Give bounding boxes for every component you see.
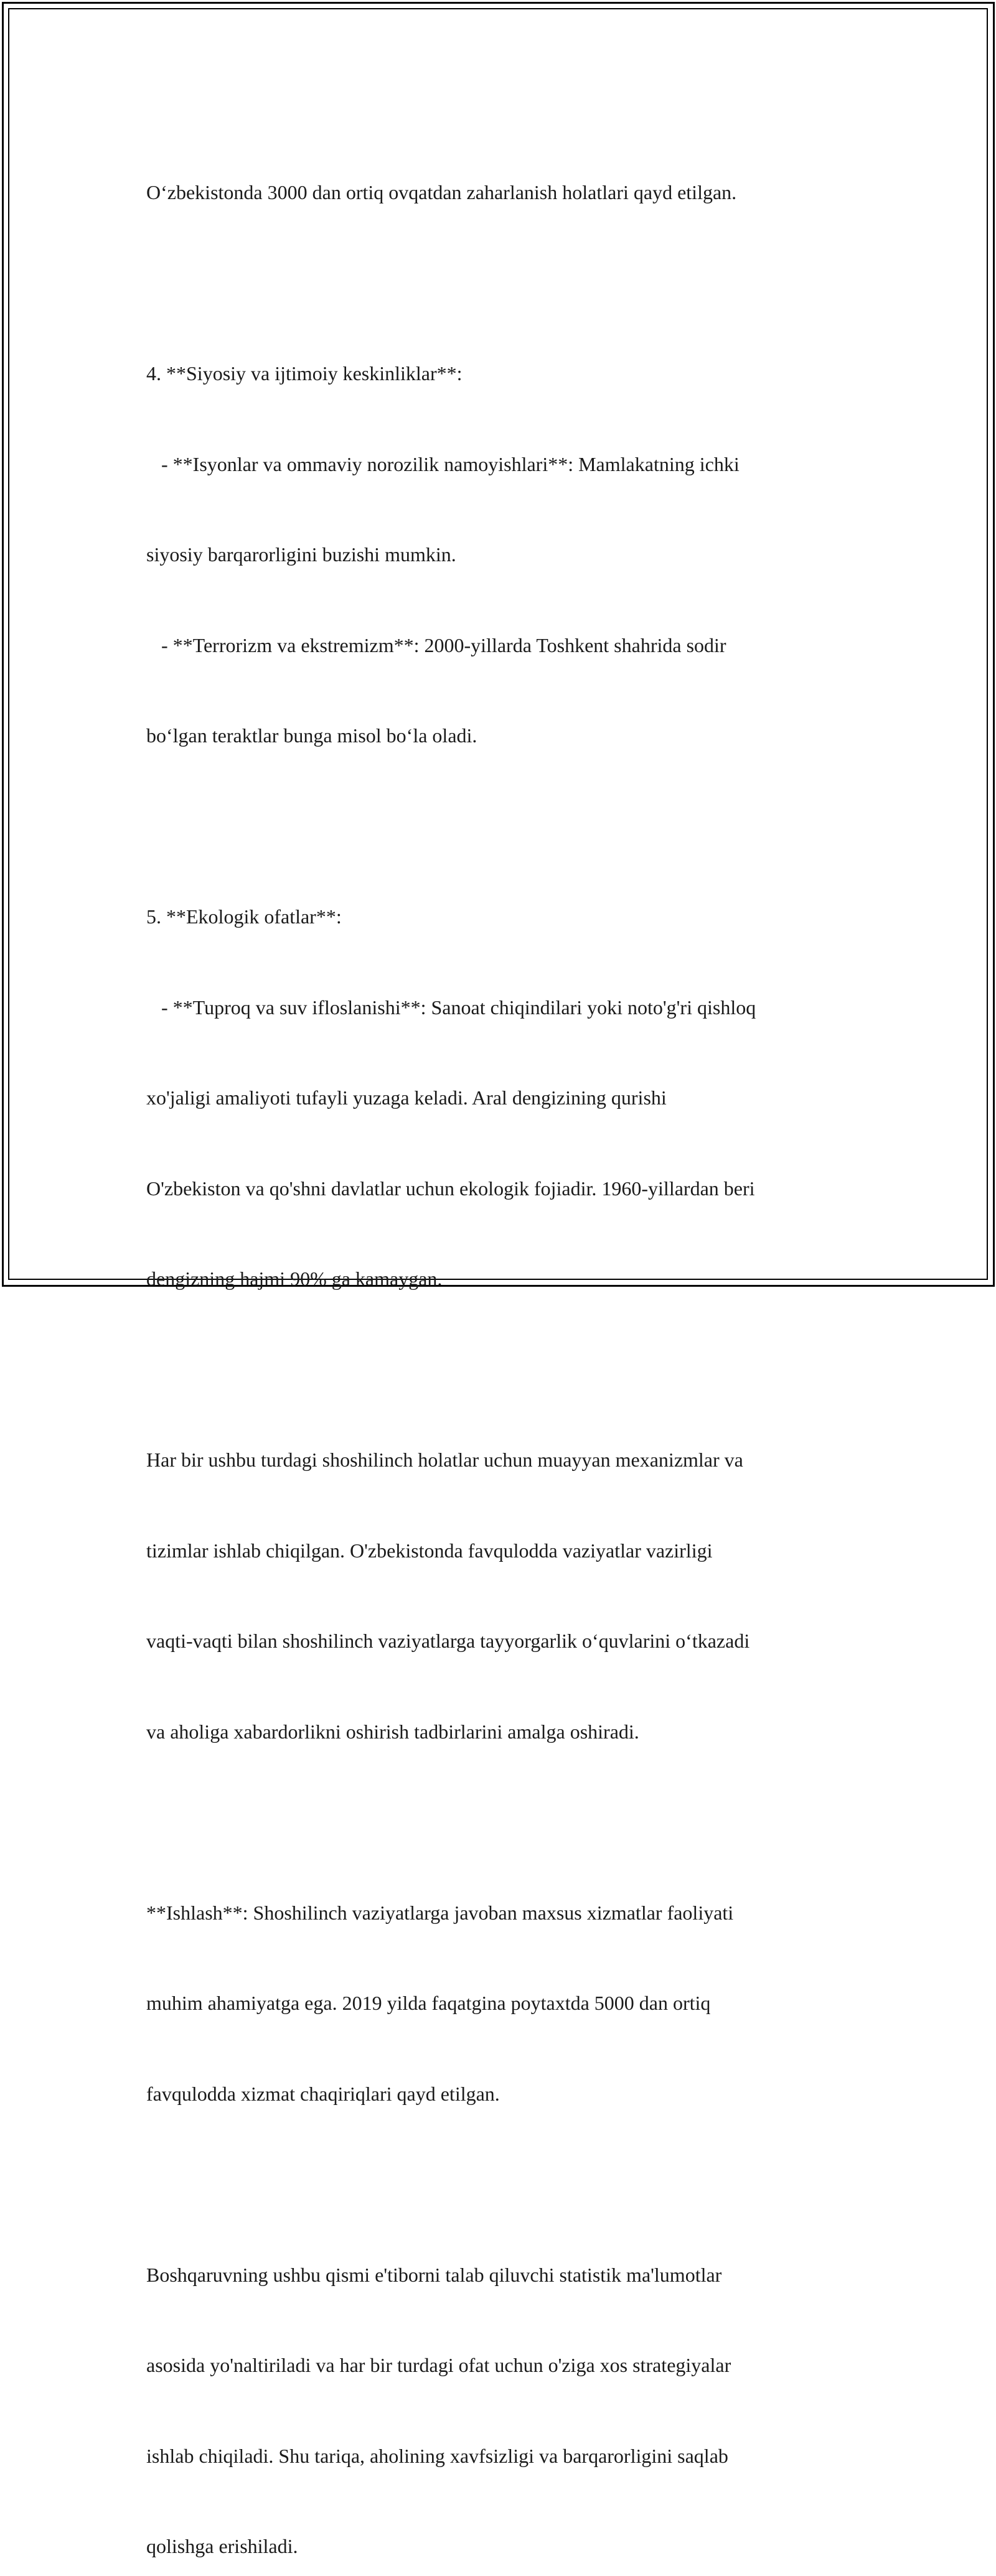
list-heading: 4. **Siyosiy va ijtimoiy keskinliklar**: — [146, 358, 856, 389]
paragraph-mechanisms — [146, 1384, 856, 1807]
text-line: vaqti-vaqti bilan shoshilinch vaziyatlarga tayyorgarlik o‘quvlarini o‘tkazadi — [146, 1626, 856, 1656]
text-line: ishlab chiqiladi. Shu tariqa, aholining xavfsizligi va barqarorligini saqlab — [146, 2441, 856, 2471]
text-line: muhim ahamiyatga ega. 2019 yilda faqatgina poytaxtda 5000 dan ortiq — [146, 1988, 856, 2018]
list-item-continuation: siyosiy barqarorligini buzishi mumkin. — [146, 539, 856, 570]
paragraph-ecological-disasters — [146, 841, 856, 1355]
text-line: favqulodda xizmat chaqiriqlari qayd etilgan. — [146, 2079, 856, 2109]
list-item: - **Tuproq va suv ifloslanishi**: Sanoat chiqindilari yoki noto'g'ri qishloq — [146, 992, 856, 1023]
paragraph-operations — [146, 1837, 856, 2170]
list-item-continuation: O'zbekiston va qo'shni davlatlar uchun ekologik fojiadir. 1960-yillardan beri — [146, 1174, 856, 1204]
list-heading: 5. **Ekologik ofatlar**: — [146, 902, 856, 932]
document-body — [146, 117, 856, 2576]
paragraph-political-tensions — [146, 298, 856, 811]
paragraph-management — [146, 2200, 856, 2576]
list-item-continuation: dengizning hajmi 90% ga kamaygan. — [146, 1264, 856, 1294]
text-line: asosida yo'naltiriladi va har bir turdagi ofat uchun o'ziga xos strategiyalar — [146, 2350, 856, 2381]
text-line: Har bir ushbu turdagi shoshilinch holatlar uchun muayyan mexanizmlar va — [146, 1445, 856, 1475]
text-line: O‘zbekistonda 3000 dan ortiq ovqatdan zaharlanish holatlari qayd etilgan. — [146, 177, 856, 208]
list-item-continuation: bo‘lgan teraktlar bunga misol bo‘la oladi. — [146, 721, 856, 751]
list-item: - **Terrorizm va ekstremizm**: 2000-yillarda Toshkent shahrida sodir — [146, 630, 856, 661]
list-item: - **Isyonlar va ommaviy norozilik namoyishlari**: Mamlakatning ichki — [146, 449, 856, 480]
text-line: Boshqaruvning ushbu qismi e'tiborni talab qiluvchi statistik ma'lumotlar — [146, 2260, 856, 2290]
text-line: tizimlar ishlab chiqilgan. O'zbekistonda favqulodda vaziyatlar vazirligi — [146, 1536, 856, 1566]
text-line: va aholiga xabardorlikni oshirish tadbirlarini amalga oshiradi. — [146, 1717, 856, 1747]
text-line: **Ishlash**: Shoshilinch vaziyatlarga javoban maxsus xizmatlar faoliyati — [146, 1898, 856, 1928]
paragraph-food-poisoning — [146, 117, 856, 268]
list-item-continuation: xo'jaligi amaliyoti tufayli yuzaga keladi. Aral dengizining qurishi — [146, 1083, 856, 1113]
text-line: qolishga erishiladi. — [146, 2531, 856, 2562]
